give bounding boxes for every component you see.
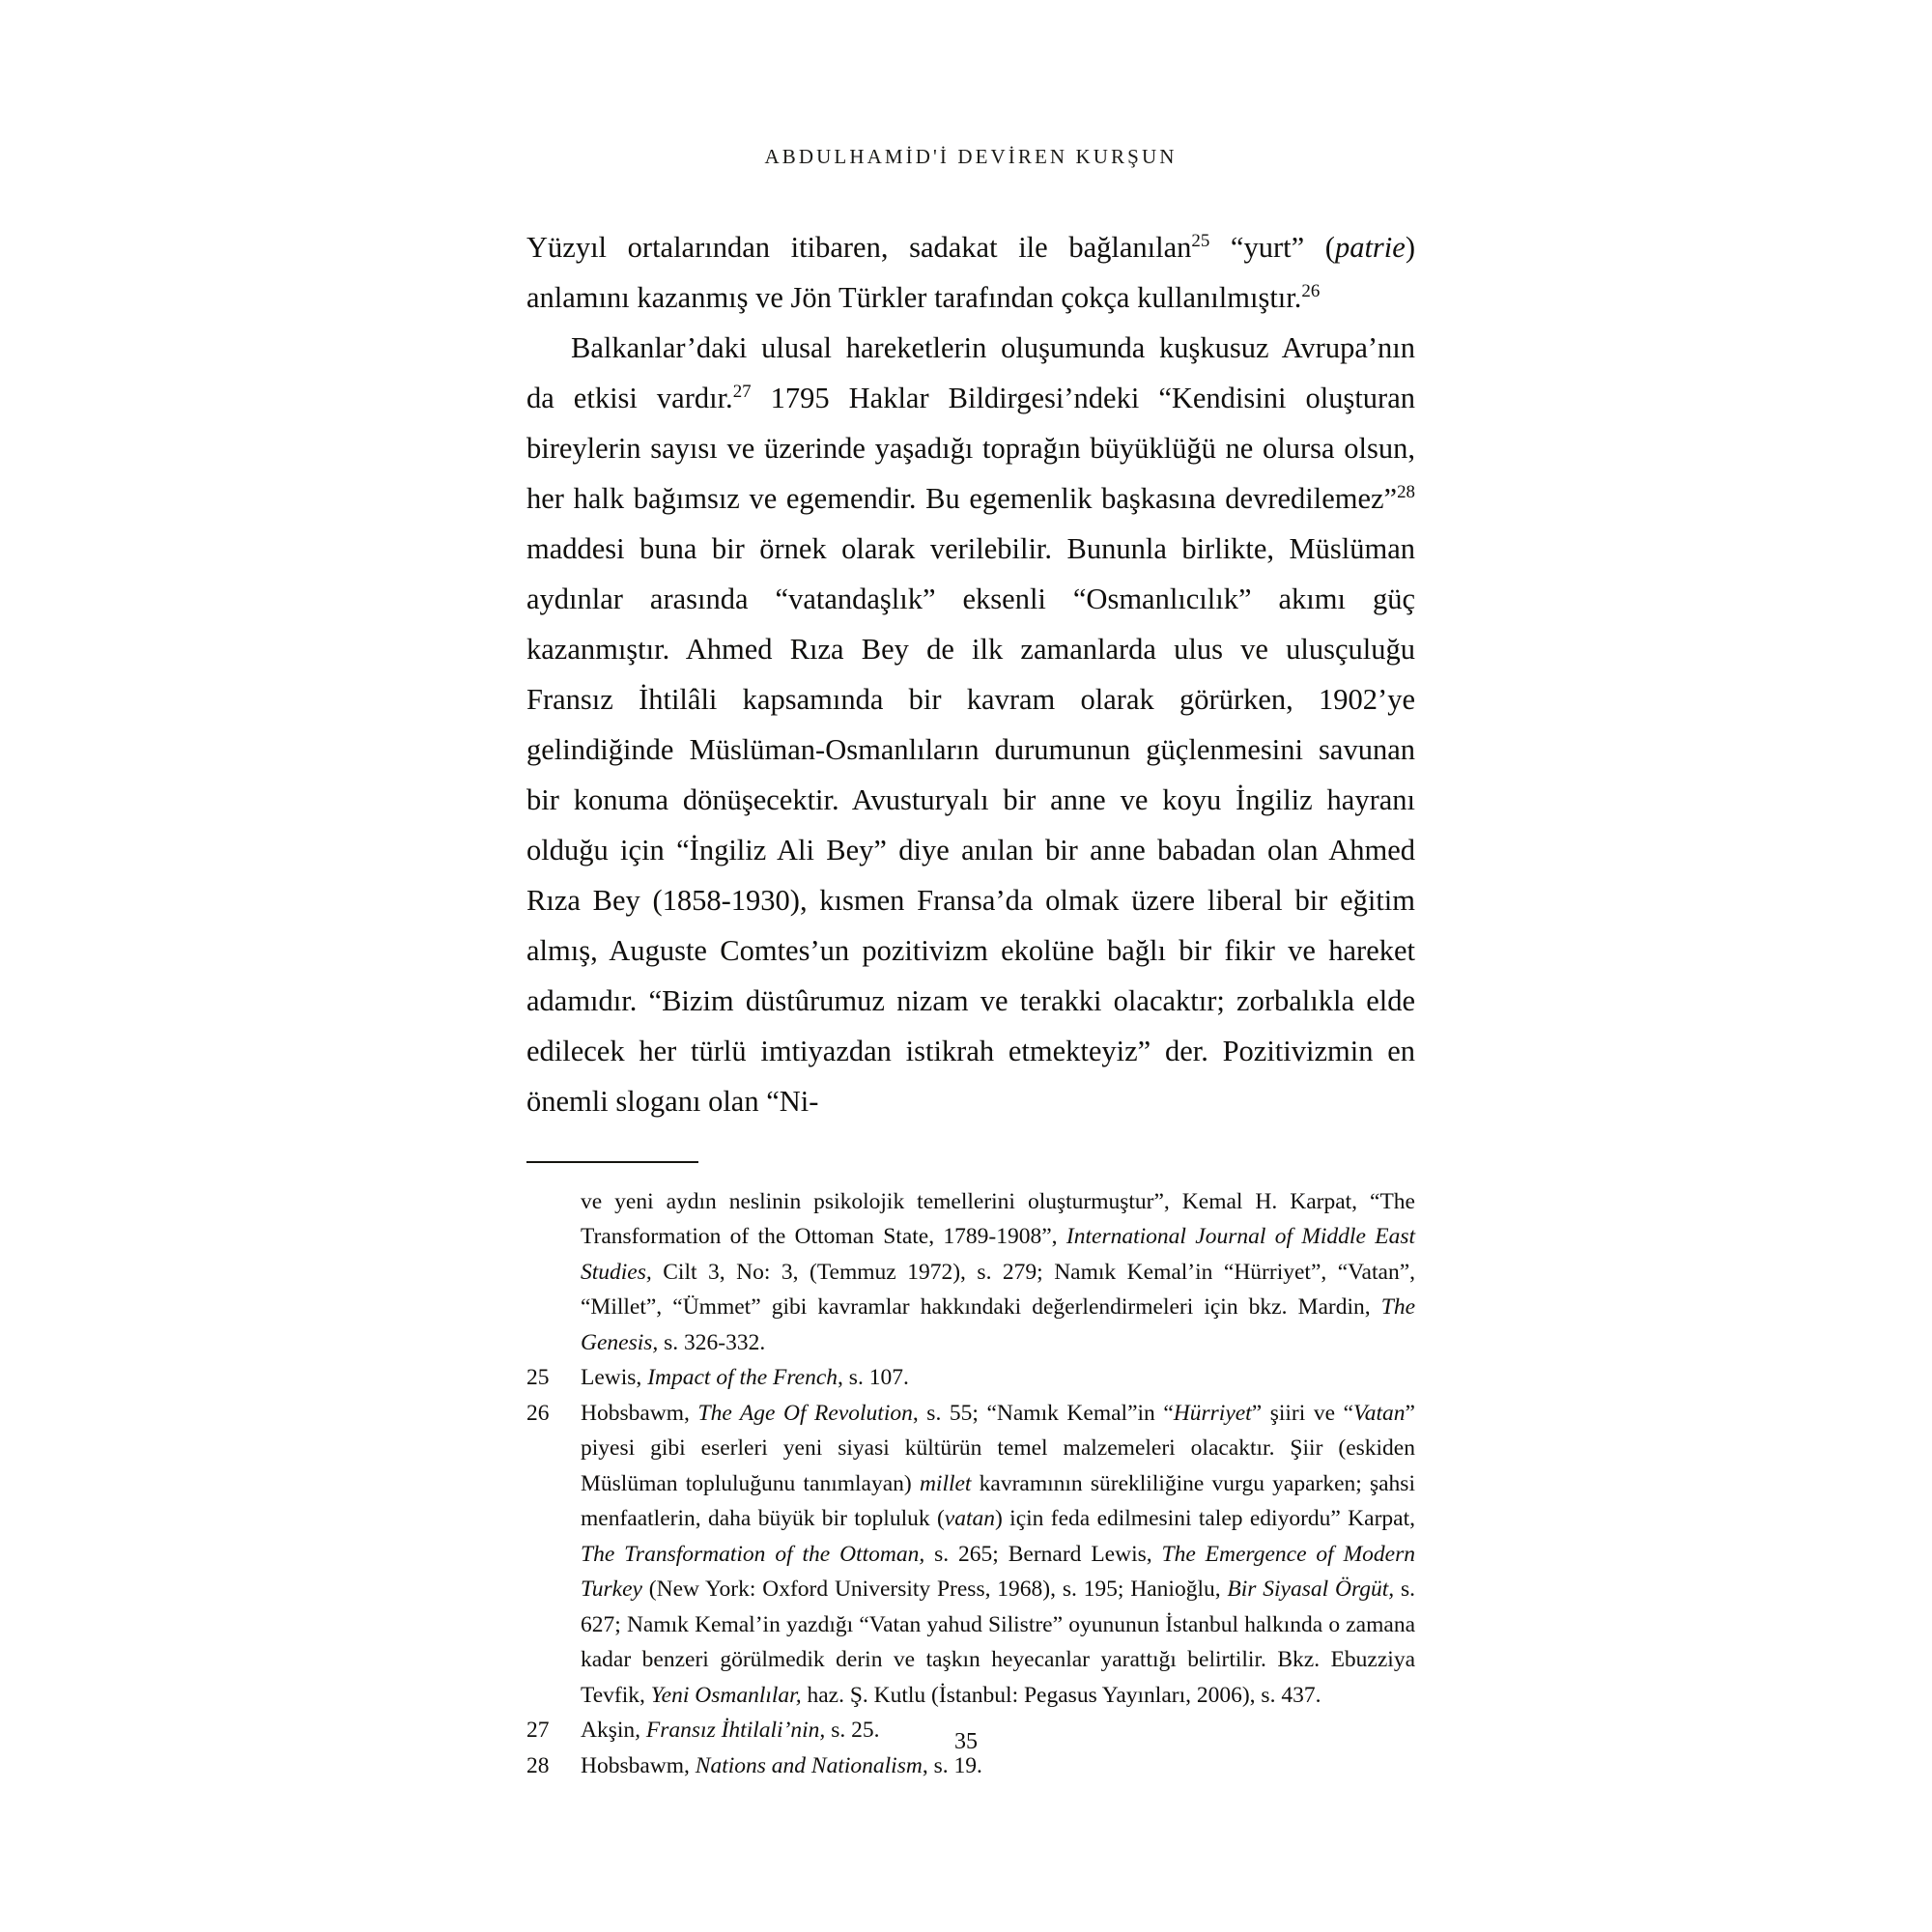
footnote-ref-28[interactable]: 28 — [1397, 481, 1415, 502]
paragraph-1-italic-patrie: patrie — [1334, 231, 1406, 264]
body-text — [526, 222, 1415, 1126]
footnote-segment: ” piyesi gibi eserleri yeni siyasi kültürün temel malzemeleri olacaktır. Şiir (eskiden Müslüman topluluğunu tanımlayan) — [581, 1400, 1415, 1496]
footnote-segment: millet — [919, 1470, 972, 1496]
page-number: 35 — [954, 1729, 978, 1754]
footnote-separator-rule — [526, 1161, 698, 1163]
footnote-number: 25 — [526, 1365, 550, 1390]
footnote-segment: , s. 55; “Namık Kemal”in “ — [912, 1400, 1174, 1426]
footnote-segment: s. 326-332. — [658, 1329, 766, 1355]
footnote-segment: ve yeni aydın neslinin psikolojik temellerini oluşturmuştur”, Kemal H. Karpat, “The Transformation of the Ottoman State, 1789-1908”, — [581, 1188, 1415, 1249]
paragraph-1-text-c: ) anlamını kazanmış ve Jön Türkler tarafından çokça kullanılmıştır. — [526, 231, 1415, 314]
footnote-segment: vatan — [944, 1506, 995, 1531]
footnote-segment: The Emergence of Modern Turkey — [581, 1541, 1415, 1602]
footnote-segment: The Genesis, — [581, 1294, 1415, 1355]
footnote-text — [581, 1396, 1415, 1714]
footnote-ref-25[interactable]: 25 — [1191, 230, 1210, 251]
footnote-segment: Akşin — [581, 1718, 636, 1743]
paragraph-2-text-a: Balkanlar’daki ulusal hareketlerin oluşumunda kuşkusuz Avrupa’nın da etkisi vardır. — [526, 331, 1415, 414]
footnote-item — [526, 1360, 1415, 1396]
footnote-segment: haz. Ş. Kutlu (İstanbul: Pegasus Yayınları, 2006), s. 437. — [801, 1682, 1321, 1708]
paragraph-1 — [526, 222, 1415, 323]
footnote-segment: Impact of the French — [647, 1365, 838, 1390]
footnote-segment: The Age Of Revolution — [697, 1400, 913, 1426]
footnote-segment: ” şiiri ve “ — [1251, 1400, 1354, 1426]
footnote-number: 27 — [526, 1718, 550, 1743]
footnote-text — [581, 1184, 1415, 1361]
paragraph-1-text-a: Yüzyıl ortalarından itibaren, sadakat ile bağlanılan — [526, 231, 1192, 264]
footnote-item — [526, 1396, 1415, 1714]
footnote-number: 26 — [526, 1400, 550, 1426]
footnote-segment: ) için feda edilmesini talep ediyordu” Karpat, — [995, 1506, 1415, 1531]
footnote-segment: International Journal of Middle East Studies, — [581, 1224, 1416, 1285]
footnote-segment: Hürriyet — [1173, 1400, 1252, 1426]
footnote-segment: , s. 19. — [922, 1752, 982, 1778]
footnote-text — [581, 1360, 1415, 1396]
footnote-segment: Cilt 3, No: 3, (Temmuz 1972), s. 279; Namık Kemal’in “Hürriyet”, “Vatan”, “Millet”, “Ümmet” gibi kavramlar hakkındaki değerlendirmeleri için bkz. Mardin, — [581, 1259, 1415, 1320]
footnote-segment: s. 265; Bernard Lewis, — [924, 1541, 1162, 1567]
paragraph-1-text-b: “yurt” ( — [1209, 231, 1335, 264]
running-head: ABDULHAMİD'İ DEVİREN KURŞUN — [764, 145, 1178, 168]
footnote-segment: , s. 107. — [838, 1365, 909, 1390]
footnote-item — [526, 1184, 1415, 1361]
footnote-segment: Vatan — [1353, 1400, 1406, 1426]
footnote-segment: , Fransız İhtilali’nin, — [635, 1718, 826, 1743]
footnote-segment: s. 25. — [825, 1718, 880, 1743]
page-content — [526, 145, 1415, 1783]
footnote-segment: Lewis, — [581, 1365, 648, 1390]
footnotes-list — [526, 1184, 1415, 1784]
paragraph-2 — [526, 323, 1415, 1126]
footnote-segment: s. 627; Namık Kemal’in yazdığı “Vatan yahud Silistre” oyununun İstanbul halkında o zamana kadar benzeri görülmedik derin ve taşkın heyecanlar yarattığı belirtilir. Bkz. Ebuzziya Tevfik, — [581, 1577, 1415, 1708]
footnote-segment: Hobsbawm, — [581, 1400, 698, 1426]
footnote-segment: The Transformation of the Ottoman, — [581, 1541, 925, 1567]
footnote-ref-27[interactable]: 27 — [732, 381, 752, 402]
footnote-segment: Bir Siyasal Örgüt, — [1227, 1577, 1395, 1602]
footnote-ref-26[interactable]: 26 — [1301, 280, 1321, 301]
footnote-segment: Hobsbawm, — [581, 1752, 696, 1778]
footnote-segment: Yeni Osmanlılar, — [650, 1682, 802, 1708]
footnote-segment: Nations and Nationalism — [695, 1752, 923, 1778]
footnote-segment: (New York: Oxford University Press, 1968), s. 195; Hanioğlu, — [641, 1577, 1228, 1602]
paragraph-2-text-b: 1795 Haklar Bildirgesi’ndeki “Kendisini oluşturan bireylerin sayısı ve üzerinde yaşadığı toprağın büyüklüğü ne olursa olsun, her halk bağımsız ve egemendir. Bu egemenlik başkasına devredilemez” — [526, 382, 1415, 515]
paragraph-2-text-c: maddesi buna bir örnek olarak verilebilir. Bununla birlikte, Müslüman aydınlar arasında “vatandaşlık” eksenli “Osmanlıcılık” akımı güç kazanmıştır. Ahmed Rıza Bey de ilk zamanlarda ulus ve ulusçuluğu Fransız İhtilâli kapsamında bir kavram olarak görürken, 1902’ye gelindiğinde Müslüman-Osmanlıların durumunun güçlenmesini savunan bir konuma dönüşecektir. Avusturyalı bir anne ve koyu İngiliz hayranı olduğu için “İngiliz Ali Bey” diye anılan bir anne babadan olan Ahmed Rıza Bey (1858-1930), kısmen Fransa’da olmak üzere liberal bir eğitim almış, Auguste Comtes’un pozitivizm ekolüne bağlı bir fikir ve hareket adamıdır. “Bizim düstûrumuz nizam ve terakki olacaktır; zorbalıkla elde edilecek her türlü imtiyazdan istikrah etmekteyiz” der. Pozitivizmin en önemli sloganı olan “Ni- — [526, 532, 1415, 1118]
footnote-segment: kavramının sürekliliğine vurgu yaparken; şahsi menfaatlerin, daha büyük bir topluluk ( — [581, 1470, 1415, 1531]
footnote-number: 28 — [526, 1752, 550, 1778]
